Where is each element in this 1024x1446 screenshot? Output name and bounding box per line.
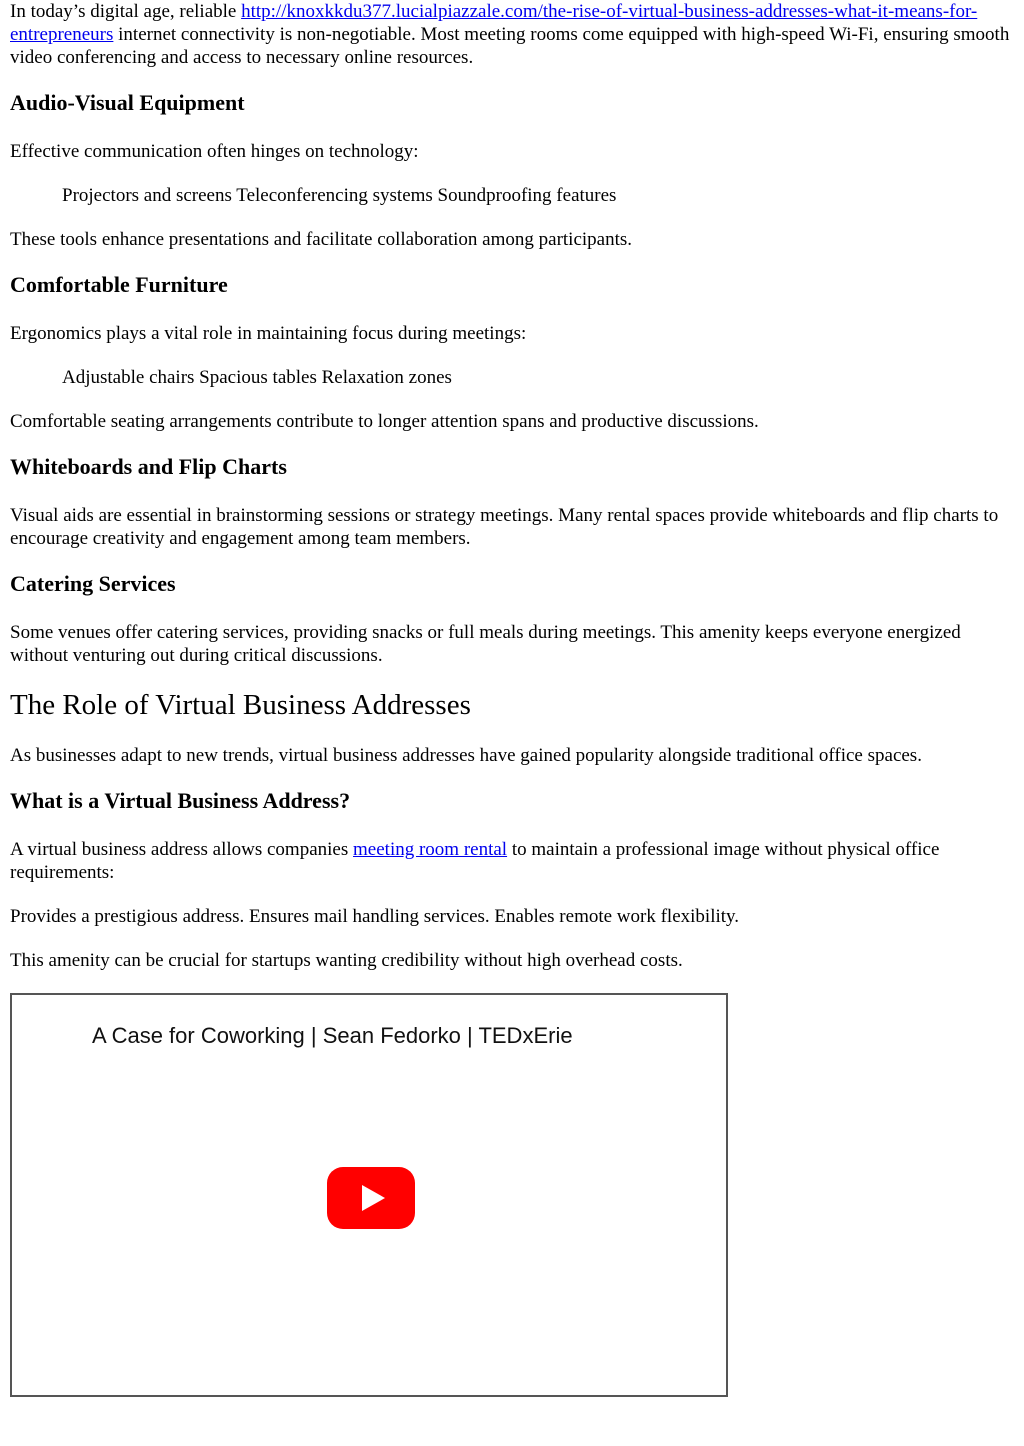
virtual-subheading: What is a Virtual Business Address? bbox=[10, 788, 351, 813]
youtube-play-icon[interactable] bbox=[327, 1167, 415, 1229]
virtual-paragraph bbox=[10, 838, 1014, 884]
virtual-heading: The Role of Virtual Business Addresses bbox=[10, 689, 471, 721]
virtual-closing: This amenity can be crucial for startups wanting credibility without high overhead costs. bbox=[10, 950, 683, 971]
video-title[interactable]: A Case for Coworking | Sean Fedorko | TEDxErie bbox=[92, 1023, 573, 1048]
virtual-intro: As businesses adapt to new trends, virtual business addresses have gained popularity alongside traditional office spaces. bbox=[10, 745, 922, 766]
av-outro: These tools enhance presentations and facilitate collaboration among participants. bbox=[10, 229, 633, 250]
intro-text-before: In today’s digital age, reliable bbox=[10, 1, 242, 22]
intro-text-after: internet connectivity is non-negotiable. Most meeting rooms come equipped with high-speed Wi-Fi, ensuring smooth video conferencing and access to necessary online resources. bbox=[10, 24, 1010, 68]
furniture-heading: Comfortable Furniture bbox=[10, 272, 228, 297]
catering-body: Some venues offer catering services, providing snacks or full meals during meetings. This amenity keeps everyone energized without venturing out during critical discussions. bbox=[10, 622, 961, 666]
meeting-room-rental-link[interactable]: meeting room rental bbox=[353, 839, 508, 860]
virtual-text-before: A virtual business address allows companies bbox=[10, 839, 354, 860]
whiteboards-body: Visual aids are essential in brainstorming sessions or strategy meetings. Many rental spaces provide whiteboards and flip charts to encourage creativity and engagement among team members. bbox=[10, 505, 999, 549]
virtual-text-after: to maintain a professional image without physical office requirements: bbox=[10, 839, 940, 883]
av-heading: Audio-Visual Equipment bbox=[10, 90, 245, 115]
whiteboards-heading: Whiteboards and Flip Charts bbox=[10, 454, 287, 479]
av-intro: Effective communication often hinges on technology: bbox=[10, 141, 419, 162]
catering-heading: Catering Services bbox=[10, 571, 176, 596]
video-embed[interactable] bbox=[10, 993, 728, 1397]
av-list: Projectors and screens Teleconferencing systems Soundproofing features bbox=[62, 185, 617, 206]
furniture-outro: Comfortable seating arrangements contribute to longer attention spans and productive discussions. bbox=[10, 411, 759, 432]
intro-link[interactable]: http://knoxkkdu377.lucialpiazzale.com/the-rise-of-virtual-business-addresses-what-it-means-for-entrepreneurs bbox=[10, 1, 978, 45]
furniture-intro: Ergonomics plays a vital role in maintaining focus during meetings: bbox=[10, 323, 527, 344]
intro-paragraph bbox=[10, 0, 1014, 69]
furniture-list: Adjustable chairs Spacious tables Relaxation zones bbox=[62, 367, 452, 388]
virtual-benefits: Provides a prestigious address. Ensures mail handling services. Enables remote work flexibility. bbox=[10, 906, 740, 927]
